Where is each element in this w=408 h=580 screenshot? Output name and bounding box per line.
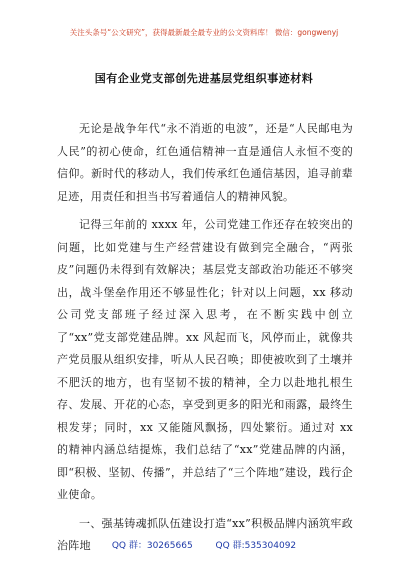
footer (0, 538, 408, 551)
footer-qq-group-1: QQ 群：30265665 (111, 541, 193, 551)
document-title: 国有企业党支部创先进基层党组织事迹材料 (94, 72, 314, 85)
section-heading-1: 一、强基铸魂抓队伍建设打造“xx”积极品牌内涵筑牢政治阵地 (57, 516, 353, 552)
footer-qq-group-2: QQ 群:535304092 (215, 541, 297, 551)
paragraph-2: 记得三年前的 xxxx 年，公司党建工作还存在较突出的问题，比如党建与生产经营建设有做到完全融合，“两张皮”问题仍未得到有效解决；基层党支部政治功能还不够突出，战斗堡垒作用还不够显性化；针对以上问题，xx 移动公司党支部班子经过深入思考，在不断实践中创立了“xx”党支部党建品牌。xx 风起而飞，风停而止，就像共产党员服从组织安排，听从人民召唤；即使被吹到了土壤并不肥沃的地方，也有坚韧不拔的精神，全力以赴地扎根生存、发展、开花的心态，享受到更多的阳光和雨露，最终生根发芽；同时，xx 又能随风飘扬，四处繁衍。通过对 xx 的精神内涵总结提炼，我们总结了“xx”党建品牌的内涵，即“积极、坚韧、传播”，并总结了“三个阵地”建设，践行企业使命。 (57, 218, 357, 501)
paragraph-1: 无论是战争年代“永不消逝的电波”，还是“人民邮电为人民”的初心使命，红色通信精神一直是通信人永恒不变的信仰。新时代的移动人，我们传承红色通信基因，追寻前辈足迹，用责任和担当书写着通信人的精神风貌。 (57, 122, 353, 203)
document-body (57, 118, 357, 564)
header-notice: 关注头条号“公文研究”，获得最新最全最专业的公文资料库！ 微信：gongwenyj (69, 28, 339, 37)
